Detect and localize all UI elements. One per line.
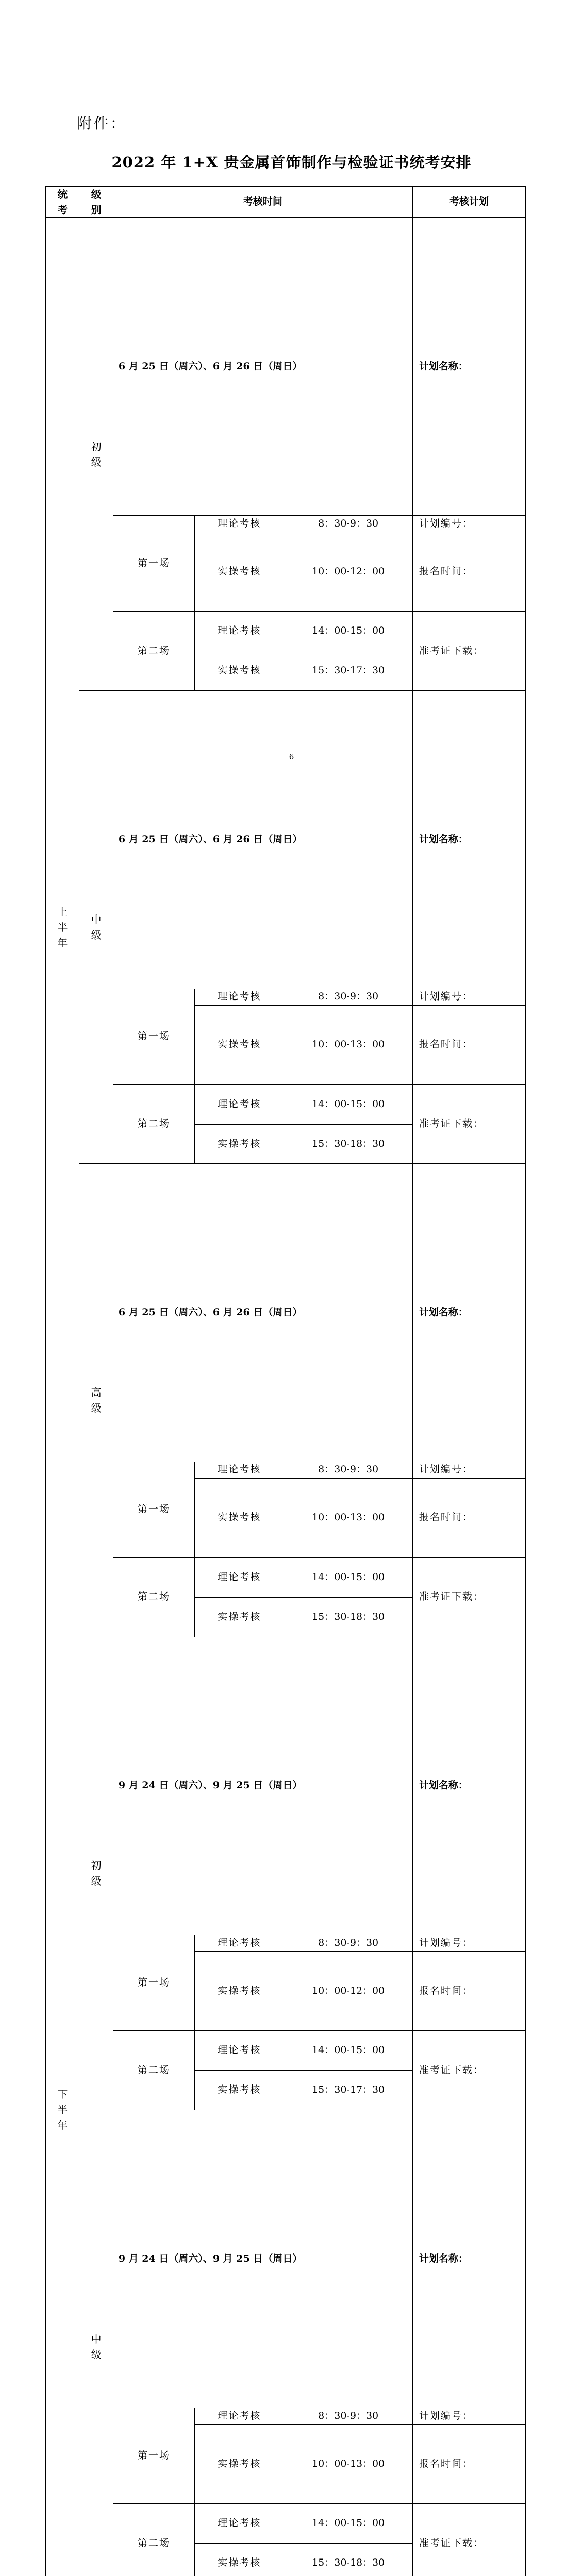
plan-no-label: 计划编号： [412, 1935, 525, 1952]
plan-name-label: 计划名称： [412, 218, 525, 516]
signup-label: 报名时间： [412, 2425, 525, 2504]
session-2-theory-time: 14：00-15：00 [284, 612, 412, 651]
exam-date: 6 月 25 日（周六）、6 月 26 日（周日） [113, 218, 412, 516]
practice-label: 实操考核 [195, 1597, 284, 1637]
page-number: 6 [0, 752, 583, 761]
session-2-label: 第二场 [113, 612, 194, 691]
exam-date: 9 月 24 日（周六）、9 月 25 日（周日） [113, 1637, 412, 1935]
theory-label: 理论考核 [195, 612, 284, 651]
plan-no-label: 计划编号： [412, 989, 525, 1005]
session-2-practice-time: 15：30-18：30 [284, 2544, 412, 2576]
half-year-cell [46, 218, 79, 1637]
practice-label: 实操考核 [195, 1478, 284, 1557]
plan-name-label: 计划名称： [412, 1164, 525, 1462]
session-1-theory-time: 8：30-9：30 [284, 516, 412, 532]
session-2-label: 第二场 [113, 1084, 194, 1164]
theory-label: 理论考核 [195, 2504, 284, 2544]
header-exam: 统考 [57, 187, 68, 217]
level-cell [79, 1164, 113, 1637]
practice-label: 实操考核 [195, 2425, 284, 2504]
session-1-theory-time: 8：30-9：30 [284, 1935, 412, 1952]
schedule-row [46, 1637, 526, 1935]
header-time: 考核时间 [113, 187, 412, 218]
practice-label: 实操考核 [195, 2070, 284, 2110]
theory-label: 理论考核 [195, 1557, 284, 1597]
level-cell [79, 691, 113, 1164]
header-row [46, 187, 526, 218]
schedule-row [46, 2408, 526, 2425]
ticket-label: 准考证下载： [412, 1557, 525, 1637]
level-label: 中级 [91, 2331, 102, 2362]
schedule-row [46, 691, 526, 989]
theory-label: 理论考核 [195, 2408, 284, 2425]
signup-label: 报名时间： [412, 1005, 525, 1084]
session-2-practice-time: 15：30-17：30 [284, 651, 412, 691]
session-2-practice-time: 15：30-17：30 [284, 2070, 412, 2110]
level-cell [79, 1637, 113, 2110]
schedule-row [46, 1084, 526, 1124]
session-1-theory-time: 8：30-9：30 [284, 1462, 412, 1478]
plan-name-label: 计划名称： [412, 691, 525, 989]
session-2-practice-time: 15：30-18：30 [284, 1597, 412, 1637]
session-1-practice-time: 10：00-13：00 [284, 1478, 412, 1557]
schedule-row [46, 2031, 526, 2071]
level-label: 高级 [91, 1385, 102, 1416]
practice-label: 实操考核 [195, 532, 284, 612]
attachment-label: 附件： [77, 112, 127, 133]
session-2-label: 第二场 [113, 1557, 194, 1637]
schedule-row [46, 516, 526, 532]
exam-date: 9 月 24 日（周六）、9 月 25 日（周日） [113, 2110, 412, 2408]
ticket-label: 准考证下载： [412, 2504, 525, 2576]
header-level-cell [79, 187, 113, 218]
level-cell [79, 2110, 113, 2576]
practice-label: 实操考核 [195, 651, 284, 691]
schedule-row [46, 1462, 526, 1478]
session-2-label: 第二场 [113, 2031, 194, 2110]
signup-label: 报名时间： [412, 1952, 525, 2031]
session-2-theory-time: 14：00-15：00 [284, 1084, 412, 1124]
ticket-label: 准考证下载： [412, 1084, 525, 1164]
practice-label: 实操考核 [195, 1005, 284, 1084]
ticket-label: 准考证下载： [412, 2031, 525, 2110]
session-1-label: 第一场 [113, 989, 194, 1084]
document-title: 2022 年 1+X 贵金属首饰制作与检验证书统考安排 [0, 151, 583, 172]
half-year-label: 下半年 [57, 2087, 68, 2133]
signup-label: 报名时间： [412, 532, 525, 612]
plan-no-label: 计划编号： [412, 516, 525, 532]
session-2-theory-time: 14：00-15：00 [284, 1557, 412, 1597]
schedule-row [46, 218, 526, 516]
session-1-practice-time: 10：00-13：00 [284, 2425, 412, 2504]
schedule-row [46, 1164, 526, 1462]
session-1-label: 第一场 [113, 516, 194, 612]
theory-label: 理论考核 [195, 1935, 284, 1952]
level-label: 初级 [91, 439, 102, 470]
session-2-label: 第二场 [113, 2504, 194, 2576]
exam-date: 6 月 25 日（周六）、6 月 26 日（周日） [113, 1164, 412, 1462]
plan-name-label: 计划名称： [412, 1637, 525, 1935]
header-level: 级别 [91, 187, 102, 217]
ticket-label: 准考证下载： [412, 612, 525, 691]
plan-name-label: 计划名称： [412, 2110, 525, 2408]
session-2-theory-time: 14：00-15：00 [284, 2031, 412, 2071]
theory-label: 理论考核 [195, 2031, 284, 2071]
session-1-practice-time: 10：00-13：00 [284, 1005, 412, 1084]
session-2-practice-time: 15：30-18：30 [284, 1124, 412, 1164]
session-1-theory-time: 8：30-9：30 [284, 2408, 412, 2425]
theory-label: 理论考核 [195, 1084, 284, 1124]
session-1-label: 第一场 [113, 1935, 194, 2031]
plan-no-label: 计划编号： [412, 1462, 525, 1478]
schedule-row [46, 612, 526, 651]
exam-schedule-table [45, 186, 526, 2576]
schedule-row [46, 989, 526, 1005]
schedule-row [46, 1557, 526, 1597]
session-1-practice-time: 10：00-12：00 [284, 1952, 412, 2031]
session-1-theory-time: 8：30-9：30 [284, 989, 412, 1005]
level-cell [79, 218, 113, 691]
session-2-theory-time: 14：00-15：00 [284, 2504, 412, 2544]
schedule-row [46, 1935, 526, 1952]
level-label: 初级 [91, 1858, 102, 1889]
theory-label: 理论考核 [195, 516, 284, 532]
header-exam-cell [46, 187, 79, 218]
signup-label: 报名时间： [412, 1478, 525, 1557]
practice-label: 实操考核 [195, 1124, 284, 1164]
half-year-cell [46, 1637, 79, 2576]
session-1-label: 第一场 [113, 2408, 194, 2504]
header-plan: 考核计划 [412, 187, 525, 218]
theory-label: 理论考核 [195, 989, 284, 1005]
plan-no-label: 计划编号： [412, 2408, 525, 2425]
schedule-row [46, 2110, 526, 2408]
level-label: 中级 [91, 912, 102, 943]
half-year-label: 上半年 [57, 904, 68, 951]
practice-label: 实操考核 [195, 2544, 284, 2576]
session-1-label: 第一场 [113, 1462, 194, 1557]
practice-label: 实操考核 [195, 1952, 284, 2031]
exam-date: 6 月 25 日（周六）、6 月 26 日（周日） [113, 691, 412, 989]
theory-label: 理论考核 [195, 1462, 284, 1478]
session-1-practice-time: 10：00-12：00 [284, 532, 412, 612]
schedule-row [46, 2504, 526, 2544]
